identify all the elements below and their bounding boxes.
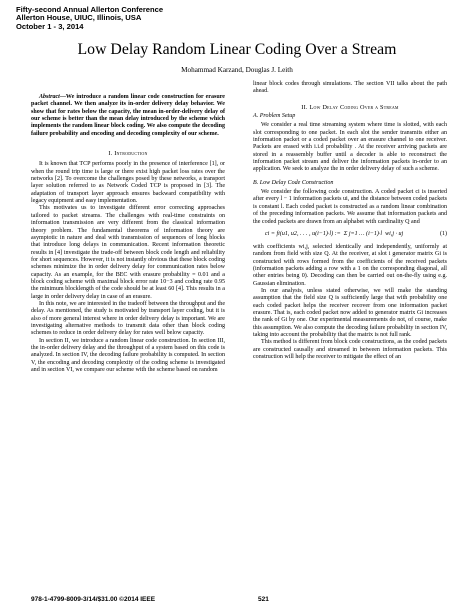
section-heading-low-delay-coding: II. Low Delay Coding Over a Stream	[301, 103, 399, 111]
equation-rhs: wi,j · uj	[385, 230, 404, 237]
paper-title: Low Delay Random Linear Coding Over a Stream	[77, 41, 397, 58]
subsection-heading-problem-setup: A. Problem Setup	[253, 113, 296, 120]
abstract	[31, 94, 225, 138]
footer-page-number: 521	[258, 596, 269, 603]
problem-setup-paragraph: We consider a real time streaming system where time is slotted, with each slot corresponding to one packet. In each slot the sender transmits either an information packet or a coded packet over an erasure channel to one receiver. Packets are erased with i.i.d probability . At the receiver arriving packets are stored in a reassembly buffer until a decoder is able to reconstruct the information packet stream and deliver the information packets in-order to an application. We seek to analyze the in order delivery delay of such a scheme.	[253, 122, 447, 173]
intro-paragraph: It is known that TCP performs poorly in the presence of interference [1], or when the round trip time is large or there exist high packet loss rates over the networks [2]. To overcome the challenges posed by these networks, a transport layer solution referred to as Network Coded TCP is proposed in [3]. The adaptation of transport layer approach ensures backward compatibility with legacy equipment and easy implementation.	[31, 161, 225, 205]
intro-paragraph: This motivates us to investigate different error correcting approaches tailored to packet streams. The challenges with real-time constraints on information transmission are very different from the classical information theory problem. The fundamental theorems of information theory are asymptotic in nature and deal with transmission of sequences of long blocks that introduce long delays in communication. Recent information theoretic results in [4] investigate the trade-off between block code length and reliability for short sequences. However, it is not instantly obvious that these block coding schemes minimize the in order delivery delay for communication rates below capacity. As an example, for the BEC with erasure probability = 0.01 and a block coding scheme with maximal block error rate 10−3 and coding rate 0.95 the minimum blocklength of the code should be at least 60 [4]. This results in a large in order delivery delay in case of an erasure.	[31, 205, 225, 300]
code-construction-paragraph: In our analysis, unless stated otherwise, we will make the standing assumption that the field size Q is sufficiently large that with probability one each coded packet helps the receiver recover from one information packet erasure. That is, each coded packet now added to generator matrix Gi increases the rank of Gi by one. Our experimental measurements do not, of course, make this assumption. We also compute the decoding failure probability in section IV, taking into account the probability that the matrix is not full rank.	[253, 287, 447, 338]
right-column	[253, 81, 447, 361]
section-heading-introduction: I. Introduction	[108, 150, 148, 158]
paper-authors: Mohammad Karzand, Douglas J. Leith	[181, 66, 293, 74]
conference-dates: October 1 - 3, 2014	[16, 21, 84, 31]
equation-1	[253, 226, 447, 244]
abstract-text: —We introduce a random linear code construction for erasure packet channel. We then analyze its in-order delivery delay behavior. We show that for rates below the capacity, the mean in-order-delivery delay of our scheme is better than the mean delay introduced by the scheme which implements the random linear block coding. We also compute the decoding failure probability and encoding and decoding complexity of our scheme.	[31, 94, 225, 137]
intro-continuation: linear block codes through simulations. The section VII talks about the path ahead.	[253, 81, 447, 95]
code-construction-paragraph: with coefficients wi,j, selected identically and independently, uniformly at random from field with size Q. At the receiver, at slot i generator matrix Gi is constructed with rows formed from the coefficients of the received packets (information packets adding a row with a 1 on the corresponding diagonal, all other entries being 0). Decoding can then be carried out on-the-fly using e.g. Gaussian elimination.	[253, 243, 447, 287]
conference-venue: Allerton House, UIUC, Illinois, USA	[16, 13, 142, 23]
conference-header	[16, 6, 163, 31]
intro-paragraph: In this note, we are interested in the tradeoff between the throughput and the delay. As mentioned, the study is motivated by transport layer coding, but it is also of more general interest where in order delivery delay is important. We are investigating alternative methods to transmit data other than block coding schemes to reduce in order delivery delay for rates well below capacity.	[31, 300, 225, 337]
code-construction-paragraph: This method is different from block code constructions, as the coded packets are constructed causally and streamed in between information packets. This construction will help the receiver to mitigate the effect of an	[253, 339, 447, 360]
equation-lhs: ci = fi(u1, u2, . . . , u(i−1)·l) :=	[265, 230, 341, 237]
subsection-heading-code-construction: B. Low Delay Code Construction	[253, 179, 334, 186]
left-column	[31, 94, 225, 374]
equation-number: (1)	[439, 230, 447, 237]
code-construction-paragraph: We consider the following code construction. A coded packet ci is inserted after every l − 1 information packets ui, and the distance between coded packets is constant l. Each coded packet is constructed as a random linear combination of the preceding information packets. We assume that information packets and the coded packets are drawn from an alphabet with cardinality Q and	[253, 189, 447, 225]
intro-paragraph: In section II, we introduce a random linear code construction. In section III, the in-order delivery delay and the throughput of a system based on this code is analyzed. In section IV, the decoding failure probability is computed. In section V, the encoding and decoding complexity of the coding scheme is investigated and in section VI, we compare our scheme with the scheme based on random	[31, 337, 225, 374]
footer-isbn: 978-1-4799-8009-3/14/$31.00 ©2014 IEEE	[31, 596, 156, 603]
equation-sum: Σ j=1 … (i−1)·l	[343, 230, 383, 237]
abstract-label: Abstract	[39, 94, 60, 100]
equation-body	[265, 231, 403, 238]
conference-name: Fifty-second Annual Allerton Conference	[16, 5, 164, 14]
